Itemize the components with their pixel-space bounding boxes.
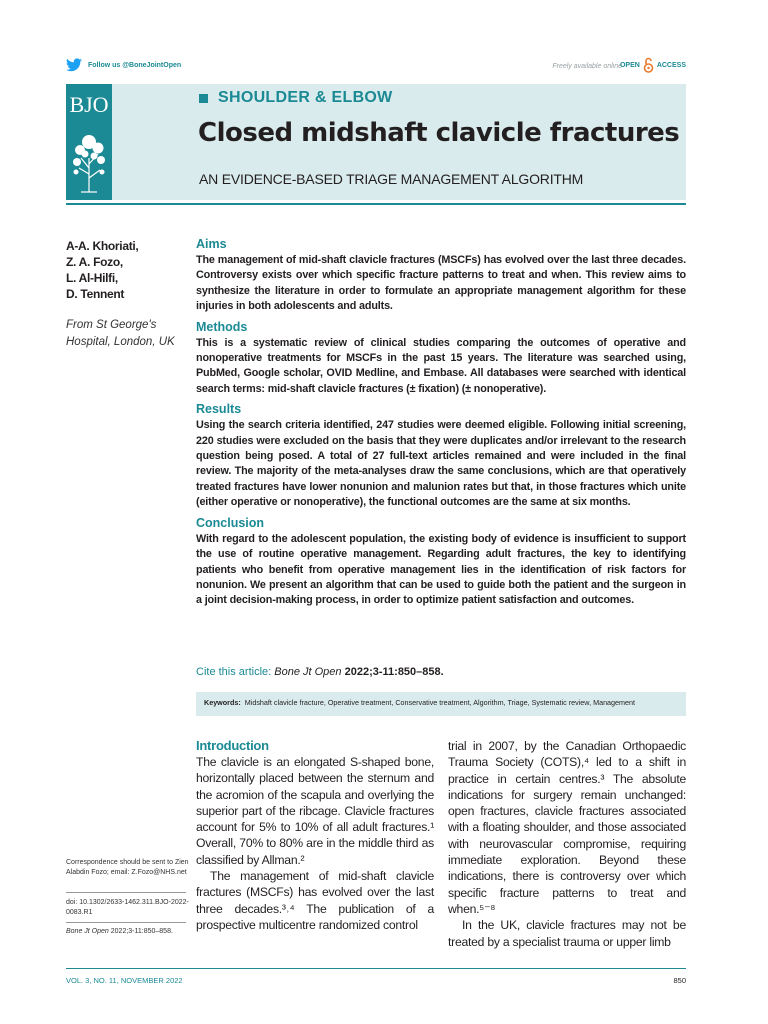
author-name[interactable]: Z. A. Fozo,: [66, 255, 123, 269]
short-citation-ref: 2022;3-11:850–858.: [110, 928, 173, 935]
page-number: 850: [673, 976, 686, 985]
tree-logo-icon: [71, 128, 107, 194]
body-column-left: [196, 738, 434, 933]
twitter-bird-icon: [66, 58, 82, 72]
footer-divider: [66, 968, 686, 969]
correspondence-note: Correspondence should be sent to Zien Alabdin Fozo; email: Z.Fozo@NHS.net: [66, 859, 189, 876]
abstract-heading: Results: [196, 402, 242, 417]
abstract-heading: Conclusion: [196, 515, 265, 530]
keywords-label: Keywords:: [204, 698, 241, 707]
keywords-text: Midshaft clavicle fracture, Operative treatment, Conservative treatment, Algorithm, Triage, Systematic review, Management: [244, 698, 636, 707]
author-name[interactable]: D. Tennent: [66, 287, 125, 301]
abstract-aims: [196, 236, 686, 315]
cite-this-article: [196, 666, 444, 678]
cite-reference: 2022;3-11:850–858.: [344, 666, 444, 678]
open-access-lock-icon: [643, 57, 654, 73]
abstract-text: With regard to the adolescent population, the existing body of evidence is insufficient to support the use of routine operative management. Regarding adult fractures, the key to identifying patients who benefit from operative management lies in the identification of risk factors for nonunion. We present an algorithm that can be used to guide both the patient and the surgeon in a joint decision-making process, in order to optimize patient satisfaction and outcomes.: [196, 532, 686, 607]
section-tag: [199, 89, 393, 107]
doi-note[interactable]: doi: 10.1302/2633-1462.311.BJO-2022-0083.R1: [66, 899, 189, 916]
author-list: [66, 238, 186, 302]
header-divider: [66, 203, 686, 205]
journal-logo: [66, 84, 112, 200]
footer-volume: VOL. 3, NO. 11, NOVEMBER 2022: [66, 976, 183, 985]
oa-open-text: OPEN: [619, 61, 640, 69]
article-subtitle: AN EVIDENCE-BASED TRIAGE MANAGEMENT ALGORITHM: [199, 171, 584, 187]
abstract-conclusion: [196, 515, 686, 609]
body-paragraph: The clavicle is an elongated S-shaped bone, horizontally placed between the sternum and the acromion of the scapula and overlying the superior part of the ribcage. Clavicle fractures account for 5% to 10% of all adult fractures.¹ Overall, 70% to 80% are in the middle third as classified by Allman.²: [196, 755, 434, 867]
abstract-methods: [196, 319, 686, 398]
abstract-heading: Methods: [196, 319, 248, 334]
freely-available-text: Freely available online: [552, 63, 622, 70]
author-name[interactable]: L. Al-Hilfi,: [66, 271, 118, 285]
sidebar-divider: [66, 892, 186, 893]
keywords-bar: [196, 692, 686, 716]
open-access-badge: [620, 57, 686, 73]
body-paragraph: trial in 2007, by the Canadian Orthopaedic Trauma Society (COTS),⁴ led to a shift in practice in certain centres.³ The absolute indications for surgery remain unchanged: open fractures, clavicle fractures associated with a floating shoulder, and those associated with neurovascular compromise, requiring immediate exploration. Beyond these indications, there is controversy over which specific fracture patterns to treat and when.⁵⁻⁸: [448, 739, 686, 916]
author-name[interactable]: A-A. Khoriati,: [66, 239, 139, 253]
cite-journal: Bone Jt Open: [274, 666, 342, 678]
short-citation: [66, 928, 191, 935]
abstract-results: [196, 401, 686, 510]
introduction-heading: Introduction: [196, 738, 269, 753]
abstract-text: Using the search criteria identified, 247 studies were deemed eligible. Following initial screening, 220 studies were excluded on the basis that they were duplicates and/or irrelevant to the research question being posed. A total of 27 full-text articles remained and were included in the final review. The majority of the meta-analyses draw the same conclusions, which are that operatively treated fractures have lower nonunion and malunion rates but that, in those fractures which unite (either operative or nonoperative), the functional outcomes are the same at six months.: [196, 419, 686, 509]
journal-logo-text: BJO: [69, 92, 109, 117]
section-label: SHOULDER & ELBOW: [218, 89, 393, 106]
body-paragraph: The management of mid-shaft clavicle fractures (MSCFs) has evolved over the last three decades.³˒⁴ The publication of a prospective multicentre randomized control: [196, 869, 434, 932]
sidebar-divider: [66, 922, 186, 923]
article-title: Closed midshaft clavicle fractures: [198, 118, 680, 148]
body-paragraph: In the UK, clavicle fractures may not be treated by a specialist trauma or upper limb: [448, 918, 686, 949]
section-square-icon: [199, 94, 208, 103]
affiliation: From St George's Hospital, London, UK: [66, 319, 175, 348]
body-column-right: [448, 738, 686, 950]
oa-access-text: ACCESS: [656, 61, 686, 69]
twitter-follow[interactable]: [66, 58, 181, 72]
top-bar: [66, 56, 686, 76]
follow-text: Follow us @BoneJointOpen: [88, 61, 182, 69]
abstract-heading: Aims: [196, 237, 227, 251]
cite-label: Cite this article:: [196, 666, 272, 678]
abstract: [196, 236, 686, 613]
short-citation-journal: Bone Jt Open: [66, 928, 109, 935]
abstract-text: The management of mid-shaft clavicle fractures (MSCFs) has evolved over the last three decades. Controversy exists over which specific fracture patterns to treat and when. This review aims to synthesize the literature in order to formulate an appropriate management algorithm for these injuries in both adolescents and adults.: [196, 254, 686, 313]
abstract-text: This is a systematic review of clinical studies comparing the outcomes of operative and nonoperative treatments for MSCFs in the past 15 years. The literature was searched using, PubMed, Google scholar, OVID Medline, and Embase. All databases were searched with identical search terms: mid-shaft clavicle fractures (± fixation) (± nonoperative).: [196, 336, 686, 395]
